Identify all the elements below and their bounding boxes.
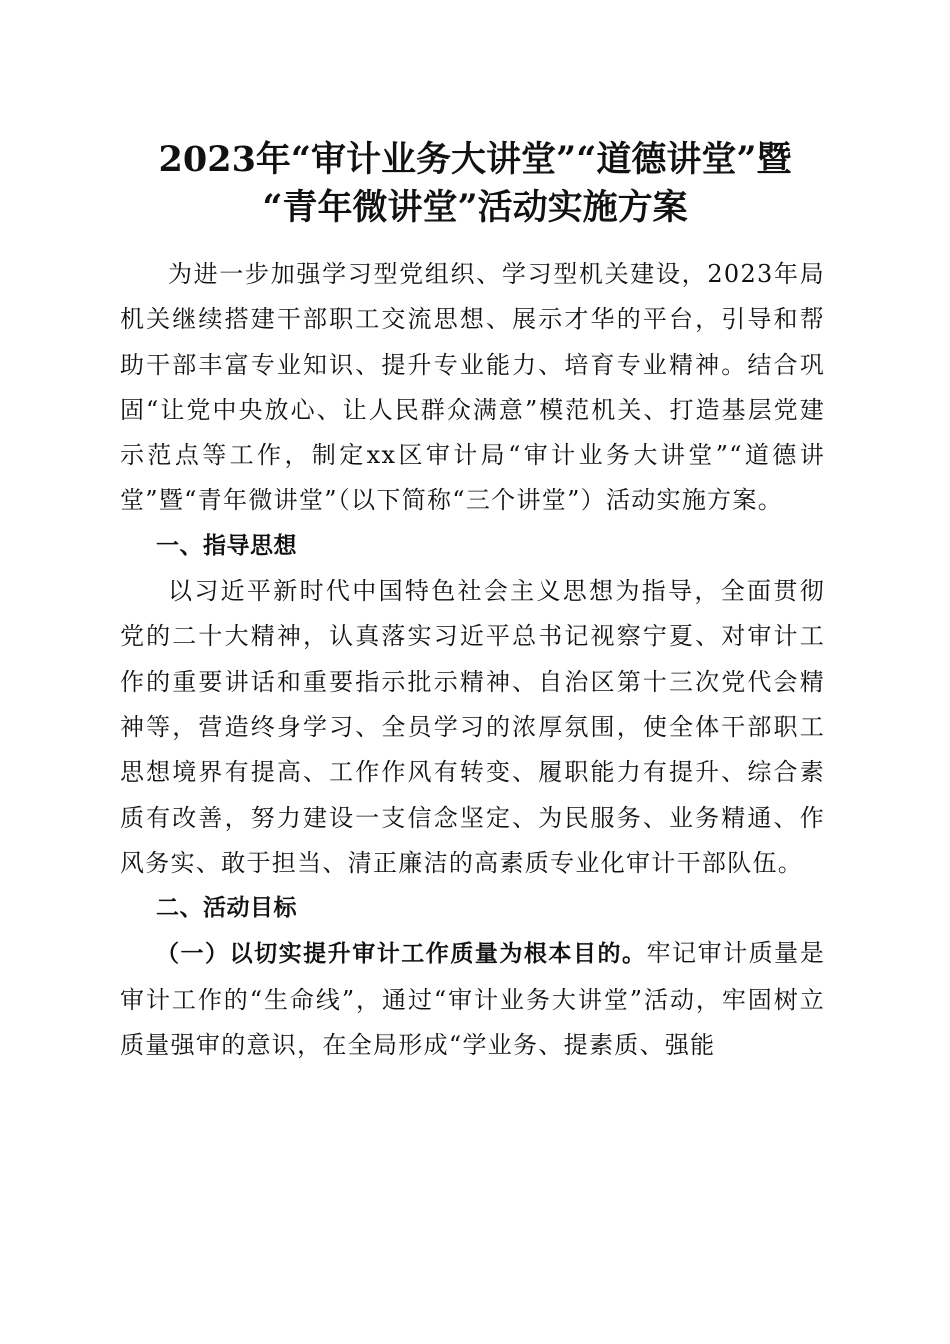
document-body bbox=[120, 252, 825, 1068]
title-line-2: “青年微讲堂”活动实施方案 bbox=[262, 187, 688, 228]
intro-paragraph: 为进一步加强学习型党组织、学习型机关建设，2023年局机关继续搭建干部职工交流思想、展示才华的平台，引导和帮助干部丰富专业知识、提升专业能力、培育专业精神。结合巩固“让党中央放心、让人民群众满意”模范机关、打造基层党建示范点等工作，制定xx区审计局“审计业务大讲堂”“道德讲堂”暨“青年微讲堂”（以下简称“三个讲堂”）活动实施方案。 bbox=[120, 260, 825, 515]
goal-1-text: 牢记审计质量是审计工作的“生命线”，通过“审计业务大讲堂”活动，牢固树立质量强审的意识，在全局形成“学业务、提素质、强能 bbox=[120, 939, 825, 1060]
section-paragraph-goal-1 bbox=[120, 931, 825, 1068]
section-paragraph-guiding-thought: 以习近平新时代中国特色社会主义思想为指导，全面贯彻党的二十大精神，认真落实习近平总书记视察宁夏、对审计工作的重要讲话和重要指示批示精神、自治区第十三次党代会精神等，营造终身学习、全员学习的浓厚氛围，使全体干部职工思想境界有提高、工作作风有转变、履职能力有提升、综合素质有改善，努力建设一支信念坚定、为民服务、业务精通、作风务实、敢于担当、清正廉洁的高素质专业化审计干部队伍。 bbox=[120, 577, 825, 877]
document-title bbox=[100, 136, 850, 232]
section-heading-guiding-thought: 一、指导思想 bbox=[156, 532, 297, 559]
title-line-1: 2023年“审计业务大讲堂”“道德讲堂”暨 bbox=[158, 139, 792, 180]
section-heading-activity-goals: 二、活动目标 bbox=[156, 895, 297, 922]
goal-1-lead: （一）以切实提升审计工作质量为根本目的。 bbox=[156, 941, 647, 968]
